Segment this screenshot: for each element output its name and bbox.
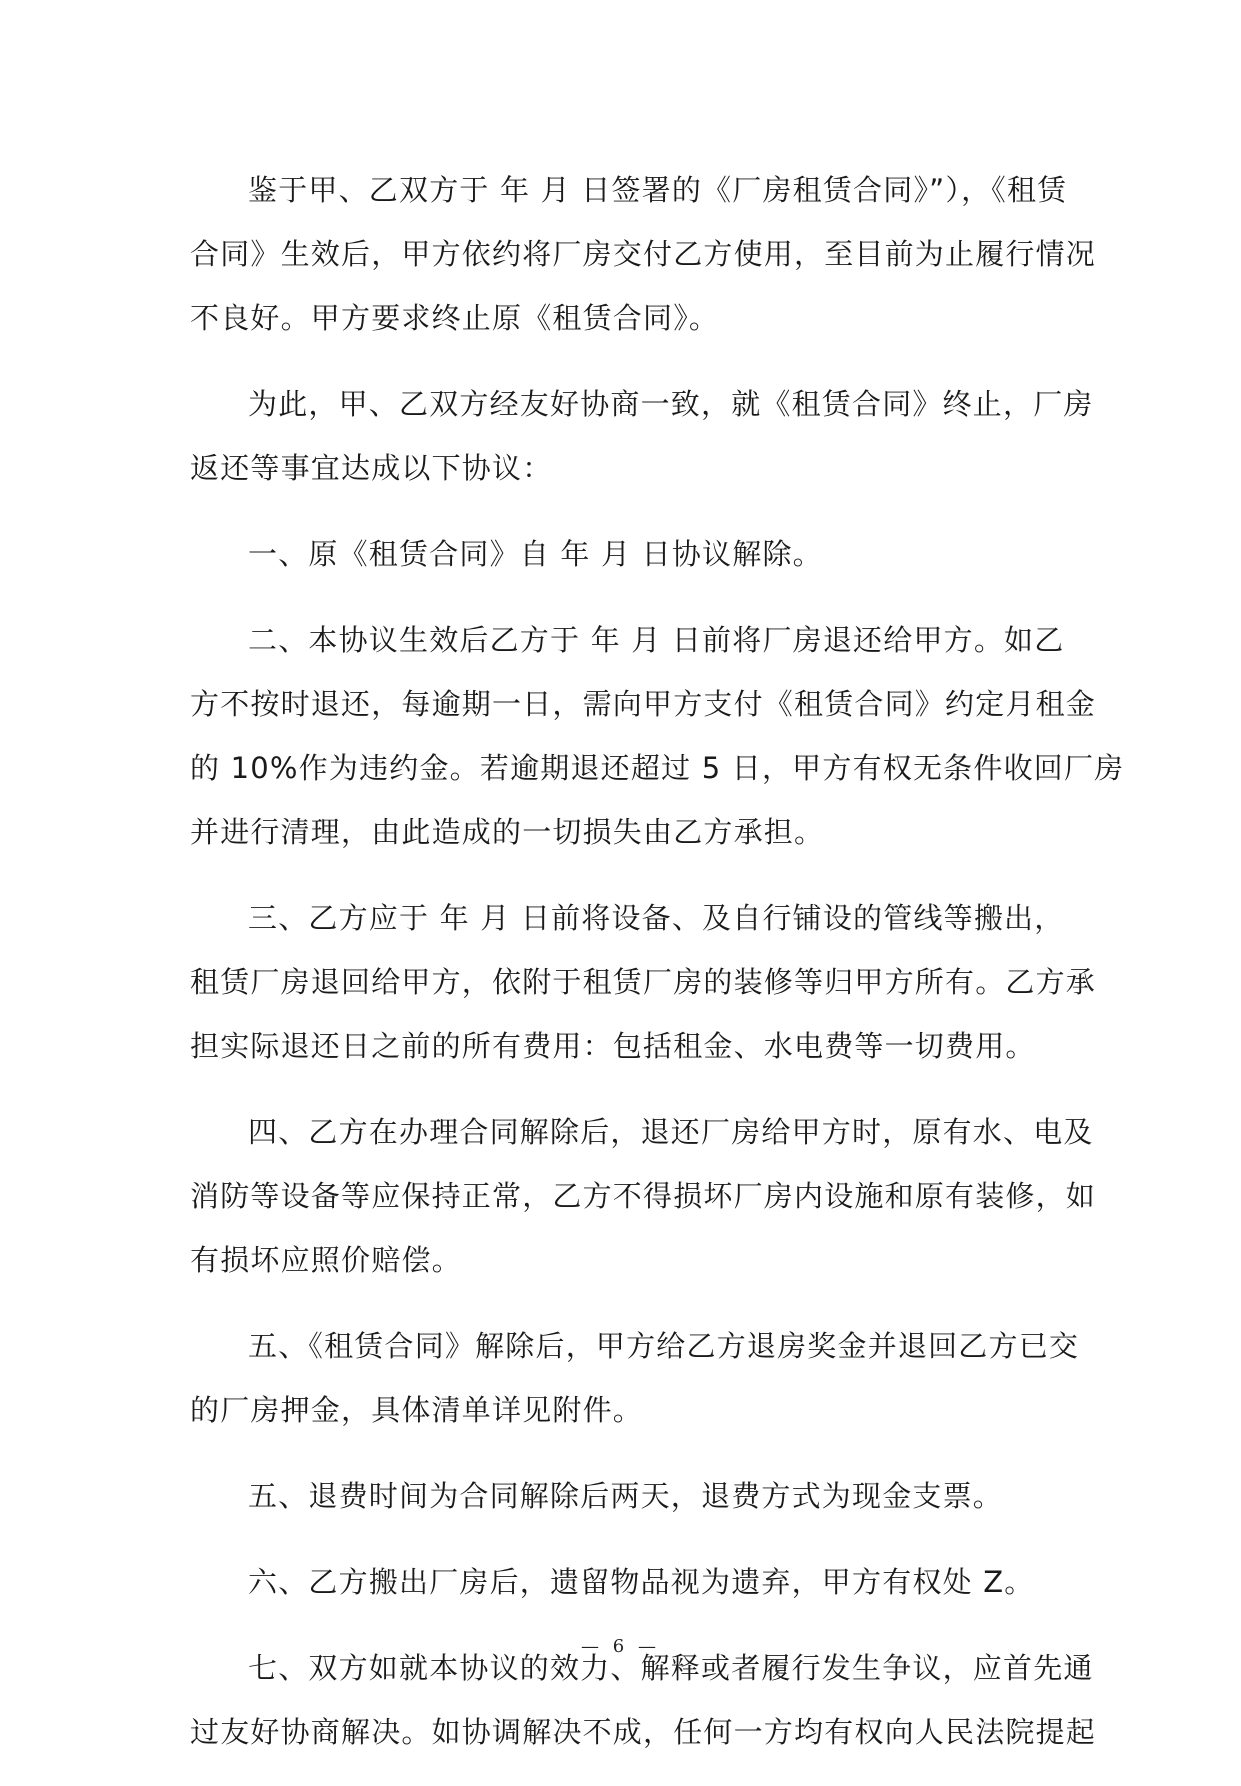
text-line: 的厂房押金，具体清单详见附件。 (190, 1393, 644, 1427)
text-line: 六、乙方搬出厂房后，遗留物品视为遗弃，甲方有权处 Z。 (248, 1565, 1035, 1599)
text-line: 不良好。甲方要求终止原《租赁合同》。 (190, 301, 720, 335)
text-line: 鉴于甲、乙双方于 年 月 日签署的《厂房租赁合同》”），《租赁 (248, 173, 1068, 207)
text-line: 一、原《租赁合同》自 年 月 日协议解除。 (248, 537, 823, 571)
page-number: — 6 — (581, 1636, 660, 1657)
text-line: 五、《租赁合同》解除后，甲方给乙方退房奖金并退回乙方已交 (248, 1329, 1080, 1363)
text-line: 四、乙方在办理合同解除后，退还厂房给甲方时，原有水、电及 (248, 1115, 1094, 1149)
clause-5 (190, 1314, 1080, 1442)
text-line: 二、本协议生效后乙方于 年 月 日前将厂房退还给甲方。如乙 (248, 623, 1065, 657)
text-line: 合同》生效后，甲方依约将厂房交付乙方使用，至目前为止履行情况 (190, 237, 1097, 271)
clause-3 (190, 886, 1097, 1078)
text-line: 方不按时退还，每逾期一日，需向甲方支付《租赁合同》约定月租金 (190, 687, 1097, 721)
clause-4 (190, 1100, 1097, 1292)
text-line: 并进行清理，由此造成的一切损失由乙方承担。 (190, 815, 825, 849)
text-line: 的 10%作为违约金。若逾期退还超过 5 日，甲方有权无条件收回厂房 (190, 751, 1125, 785)
text-line: 过友好协商解决。如协调解决不成，任何一方均有权向人民法院提起 (190, 1715, 1097, 1749)
text-line: 担实际退还日之前的所有费用：包括租金、水电费等一切费用。 (190, 1029, 1036, 1063)
text-line: 七、双方如就本协议的效力、解释或者履行发生争议，应首先通 (248, 1651, 1094, 1685)
text-line: 返还等事宜达成以下协议： (190, 451, 553, 485)
text-line: 有损坏应照价赔偿。 (190, 1243, 462, 1277)
clause-1 (190, 522, 1060, 586)
paragraph-preamble (190, 158, 1097, 350)
clause-2 (190, 608, 1125, 864)
document-body (190, 158, 1125, 1786)
clause-6 (190, 1550, 1060, 1614)
text-line: 五、退费时间为合同解除后两天，退费方式为现金支票。 (248, 1479, 1004, 1513)
text-line: 为此，甲、乙双方经友好协商一致，就《租赁合同》终止，厂房 (248, 387, 1094, 421)
text-line: 三、乙方应于 年 月 日前将设备、及自行铺设的管线等搬出， (248, 901, 1065, 935)
paragraph-intro (190, 372, 1094, 500)
text-line: 租赁厂房退回给甲方，依附于租赁厂房的装修等归甲方所有。乙方承 (190, 965, 1097, 999)
clause-5b (190, 1464, 1060, 1528)
text-line: 消防等设备等应保持正常，乙方不得损坏厂房内设施和原有装修，如 (190, 1179, 1097, 1213)
